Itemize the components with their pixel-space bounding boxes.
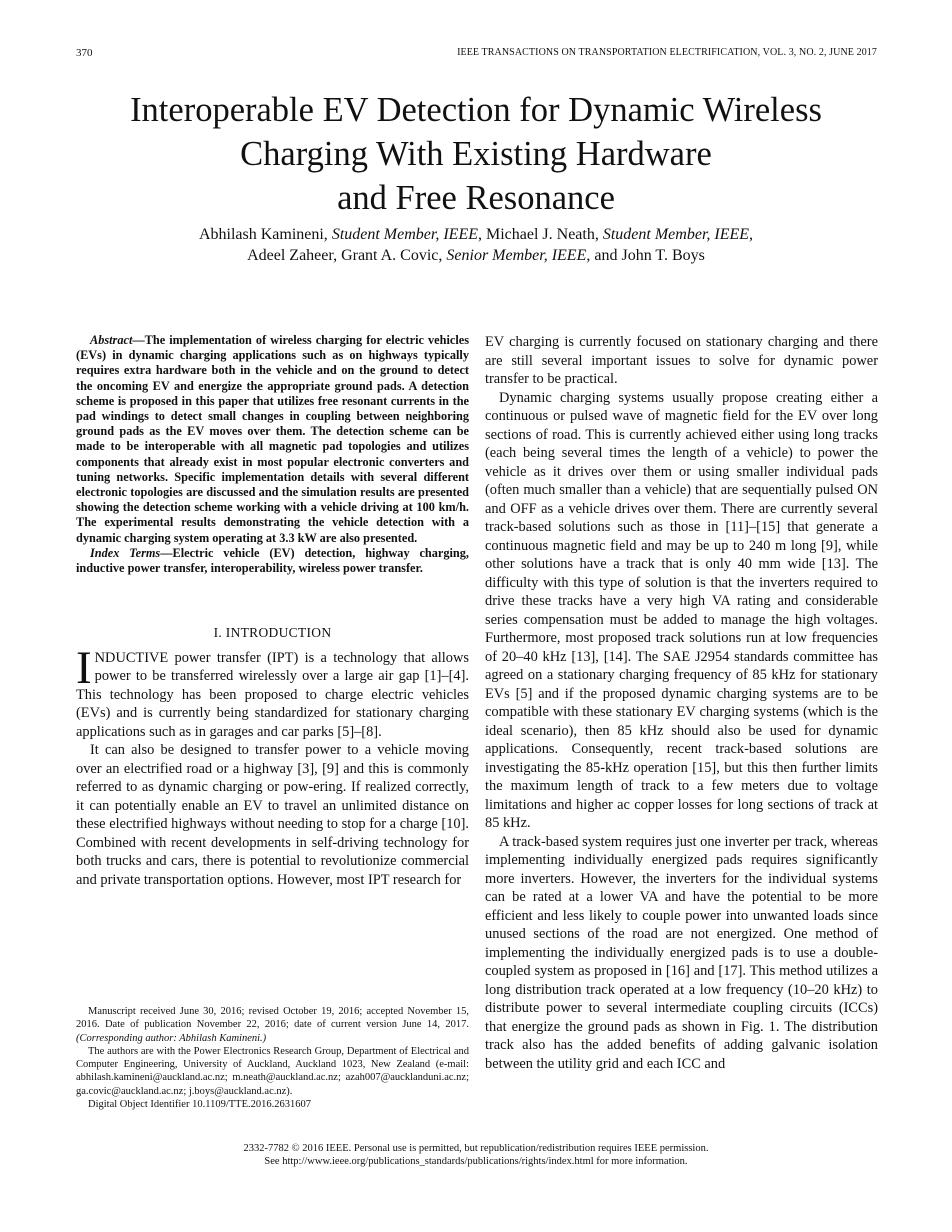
abstract-text: The implementation of wireless charging for electric vehicles (EVs) in dynamic charging applications such as on highways typically requires extra hardware both in the vehicle and on the ground to detect the oncoming EV and energize the appropriate ground pads. A detection scheme is proposed in this paper that utilizes free resonant currents in the pad windings to detect small changes in coupling between neighboring ground pads as the EV moves over them. The detection scheme can be made to be interoperable with all magnetic pad topologies and utilizes components that already exist in most popular electronic converters and tuning networks. Specific implementation details with several different electronic topologies are discussed and the simulation results are presented showing the detection scheme working with a vehicle driving at 100 km/h. The experimental results demonstrating the vehicle detection with a dynamic charging system operating at 3.3 kW are also presented. (76, 333, 469, 545)
footnote-manuscript (76, 1005, 469, 1045)
abstract-dash: — (132, 333, 145, 347)
right-paragraph-2-start: Dynamic charging systems usually propose creating either a continuous or pulsed wave of magnetic field for the EV over long sections of road. This is currently achieved either using long tracks (each being several times the length of a vehicle) to power the vehicle as it drives over them or using smaller individual pads (often much smaller than a vehicle) that are sequentially pulsed (485, 389, 878, 498)
intro-paragraph-1-text: NDUCTIVE power transfer (IPT) is a technology that allows power to be transferred wirelessly over a large air gap [1]–[4]. This technology has been proposed to charge electric vehicles (EVs) and is currently being standardized for stationary charging applications such as in garages and car parks [5]–[8]. (76, 649, 469, 740)
index-terms-text: Electric vehicle (EV) detection, highway charging, inductive power transfer, interoperability, wireless power transfer. (76, 545, 469, 576)
author-1-role: Student Member, IEEE (331, 226, 478, 243)
title-line-3: and Free Resonance (337, 179, 615, 217)
running-header: IEEE TRANSACTIONS ON TRANSPORTATION ELECTRIFICATION, VOL. 3, NO. 2, JUNE 2017 (457, 47, 877, 58)
corresponding-author: (Corresponding author: Abhilash Kamineni.) (76, 1032, 267, 1044)
author-4: , and John T. Boys (586, 247, 705, 264)
drop-cap: I (76, 641, 92, 694)
section-heading-introduction (76, 624, 469, 643)
left-column (76, 333, 469, 889)
section-numeral: I. I (213, 625, 231, 641)
index-terms (76, 546, 469, 576)
copyright-line-1: 2332-7782 © 2016 IEEE. Personal use is permitted, but republication/redistribution requires IEEE permission. (243, 1143, 709, 1154)
page-number: 370 (76, 47, 93, 59)
intro-paragraph-2: It can also be designed to transfer power to a vehicle moving over an electrified road or a highway [3], [9] and this is commonly referred to as dynamic charging or pow-ering. If realized correctly, it can potentially enable an EV to travel an unlimited distance on these electrified highways without needing to stop for a charge [10]. Combined with recent developments in self-driving technology for both trucks and cars, there is potential to revolutionize commercial and private transportation options. However, most IPT research for (76, 742, 469, 888)
and-word: and (485, 500, 511, 517)
section-name: NTRODUCTION (230, 625, 332, 641)
author-2: , Michael J. Neath, (478, 226, 603, 243)
author-1: Abhilash Kamineni, (198, 226, 332, 243)
intro-paragraph-1 (76, 641, 469, 742)
right-paragraph-1: EV charging is currently focused on stationary charging and there are still several important issues to solve for dynamic power transfer to be practical. (485, 334, 878, 387)
title-line-1: Interoperable EV Detection for Dynamic Wireless (130, 91, 822, 129)
author-list (60, 224, 892, 266)
abstract-label: Abstract (90, 333, 133, 347)
index-terms-label: Index Terms (90, 545, 161, 560)
first-page-footnote (76, 1005, 469, 1111)
right-column (485, 333, 878, 1073)
index-terms-dash: — (160, 545, 173, 560)
author-separator: , (749, 226, 754, 243)
footnote-doi: Digital Object Identifier 10.1109/TTE.2016.2631607 (88, 1099, 311, 1111)
footnote-dates: Manuscript received June 30, 2016; revised October 19, 2016; accepted November 15, 2016. Date of publication November 22, 2016; date of current version June 14, 2017. (76, 1006, 469, 1031)
right-paragraph-2 (485, 389, 878, 833)
copyright-line-2: See http://www.ieee.org/publications_standards/publications/rights/index.html for more information. (264, 1156, 688, 1167)
copyright-footer (60, 1142, 892, 1168)
author-2-role: Student Member, IEEE (602, 226, 750, 243)
right-paragraph-2-end: as a vehicle drives over them. There are currently several track-based solutions such as those in [11]–[15] that generate a continuous magnetic field and may be up to 240 m long [9], while other solutions have a track that is only 40 mm wide [13]. The difficulty with this type of solution is that the inverters required to drive these tracks have a very high VA rating and considerable series compensation must be added to manage the high voltages. Furthermore, most proposed track solutions run at low frequencies of 20–40 kHz [13], [14]. The SAE J2954 standards committee has agreed on a stationary charging frequency of 85 kHz for stationary EVs [5] and if the proposed dynamic charging systems are to be compatible with these stationary EV charging systems (which is the ideal scenario), then 85 kHz should also be used for dynamic applications. Consequently, recent track-based solutions are investigating the 85-kHz operation [15], but this then further limits the maximum length of track to a few meters due to voltage limitations and higher ac copper losses for long sections of track at 85 kHz. (485, 500, 878, 831)
title-line-2: Charging With Existing Hardware (240, 135, 712, 173)
footnote-affiliation: The authors are with the Power Electronics Research Group, Department of Electrical and Computer Engineering, University of Auckland, Auckland 1023, New Zealand (e-mail: abhilash.kamineni@auckland.ac.nz; m.neath@auckland.ac.nz; azah007@aucklanduni.ac.nz; ga.covic@auckland.ac.nz; j.boys@auckland.ac.nz). (76, 1045, 469, 1097)
off-term: OFF (510, 500, 537, 517)
author-3: Adeel Zaheer, Grant A. Covic, (247, 247, 447, 264)
on-term: ON (857, 482, 878, 498)
abstract (76, 333, 469, 546)
author-3-role: Senior Member, IEEE (446, 247, 587, 264)
right-paragraph-3: A track-based system requires just one inverter per track, whereas implementing individually energized pads requires significantly more inverters. However, the inverters for the individual systems can be rated at a lower VA and have the potential to be more efficient and less likely to couple power into unwanted loads since unused sections of the road are not energized. One method of implementing the individually energized pads is to use a double-coupled system as proposed in [16] and [17]. This method utilizes a long distribution track operated at a low frequency (10–20 kHz) to distribute power to several intermediate coupling circuits (ICCs) that energize the ground pads as shown in Fig. 1. The distribution track also has the added benefits of adding galvanic isolation between the utility grid and each ICC and (485, 833, 878, 1072)
paper-title (60, 88, 892, 220)
